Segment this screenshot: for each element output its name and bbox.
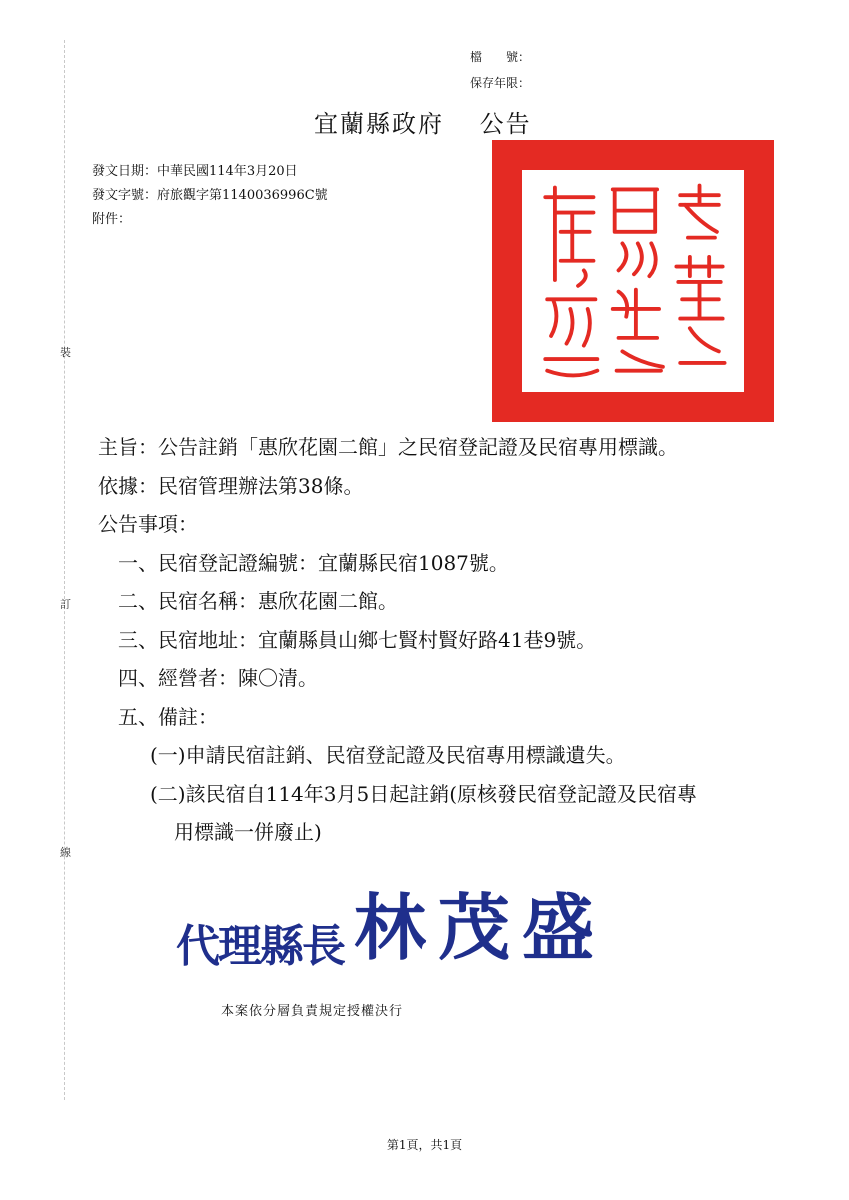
binding-mark-zhuang: 裝 bbox=[60, 346, 71, 359]
official-seal bbox=[492, 140, 774, 422]
seal-script-glyphs bbox=[526, 174, 740, 388]
list-item: 三、民宿地址：宜蘭縣員山鄉七賢村賢好路41巷9號。 bbox=[118, 627, 597, 652]
delegation-note: 本案依分層負責規定授權決行 bbox=[221, 1004, 404, 1019]
signature-stamp bbox=[176, 870, 606, 974]
list-item: 二、民宿名稱：惠欣花園二館。 bbox=[118, 589, 398, 613]
basis-line: 依據：民宿管理辦法第38條。 bbox=[98, 473, 364, 498]
document-number: 發文字號：府旅觀字第1140036996C號 bbox=[92, 188, 328, 203]
signature-title: 代理縣長 bbox=[176, 921, 344, 972]
page-number: 第1頁，共1頁 bbox=[386, 1138, 463, 1152]
file-number-field: 檔 號： bbox=[470, 50, 531, 64]
items-heading: 公告事項： bbox=[98, 512, 198, 536]
binding-line bbox=[64, 40, 65, 1100]
top-fields bbox=[470, 44, 530, 96]
attachment-label: 附件： bbox=[92, 212, 132, 227]
subject-line: 主旨：公告註銷「惠欣花園二館」之民宿登記證及民宿專用標識。 bbox=[98, 435, 678, 459]
signature-name: 林茂盛 bbox=[354, 885, 607, 970]
list-item: 四、經營者：陳〇清。 bbox=[118, 666, 318, 690]
note-continuation: 用標識一併廢止) bbox=[174, 820, 322, 844]
binding-mark-xian: 線 bbox=[60, 846, 71, 859]
binding-mark-ding: 訂 bbox=[60, 598, 71, 611]
announcement-body bbox=[98, 428, 697, 852]
list-item: 五、備註： bbox=[118, 704, 218, 729]
note-item: (二)該民宿自114年3月5日起註銷(原核發民宿登記證及民宿專 bbox=[150, 781, 698, 806]
list-item: 一、民宿登記證編號：宜蘭縣民宿1087號。 bbox=[118, 550, 509, 575]
retention-period-field: 保存年限： bbox=[470, 76, 531, 90]
page-title: 宜蘭縣政府 公告 bbox=[314, 110, 532, 138]
document-meta bbox=[92, 160, 328, 232]
issue-date: 發文日期：中華民國114年3月20日 bbox=[92, 164, 298, 179]
note-item: (一)申請民宿註銷、民宿登記證及民宿專用標識遺失。 bbox=[150, 743, 626, 767]
